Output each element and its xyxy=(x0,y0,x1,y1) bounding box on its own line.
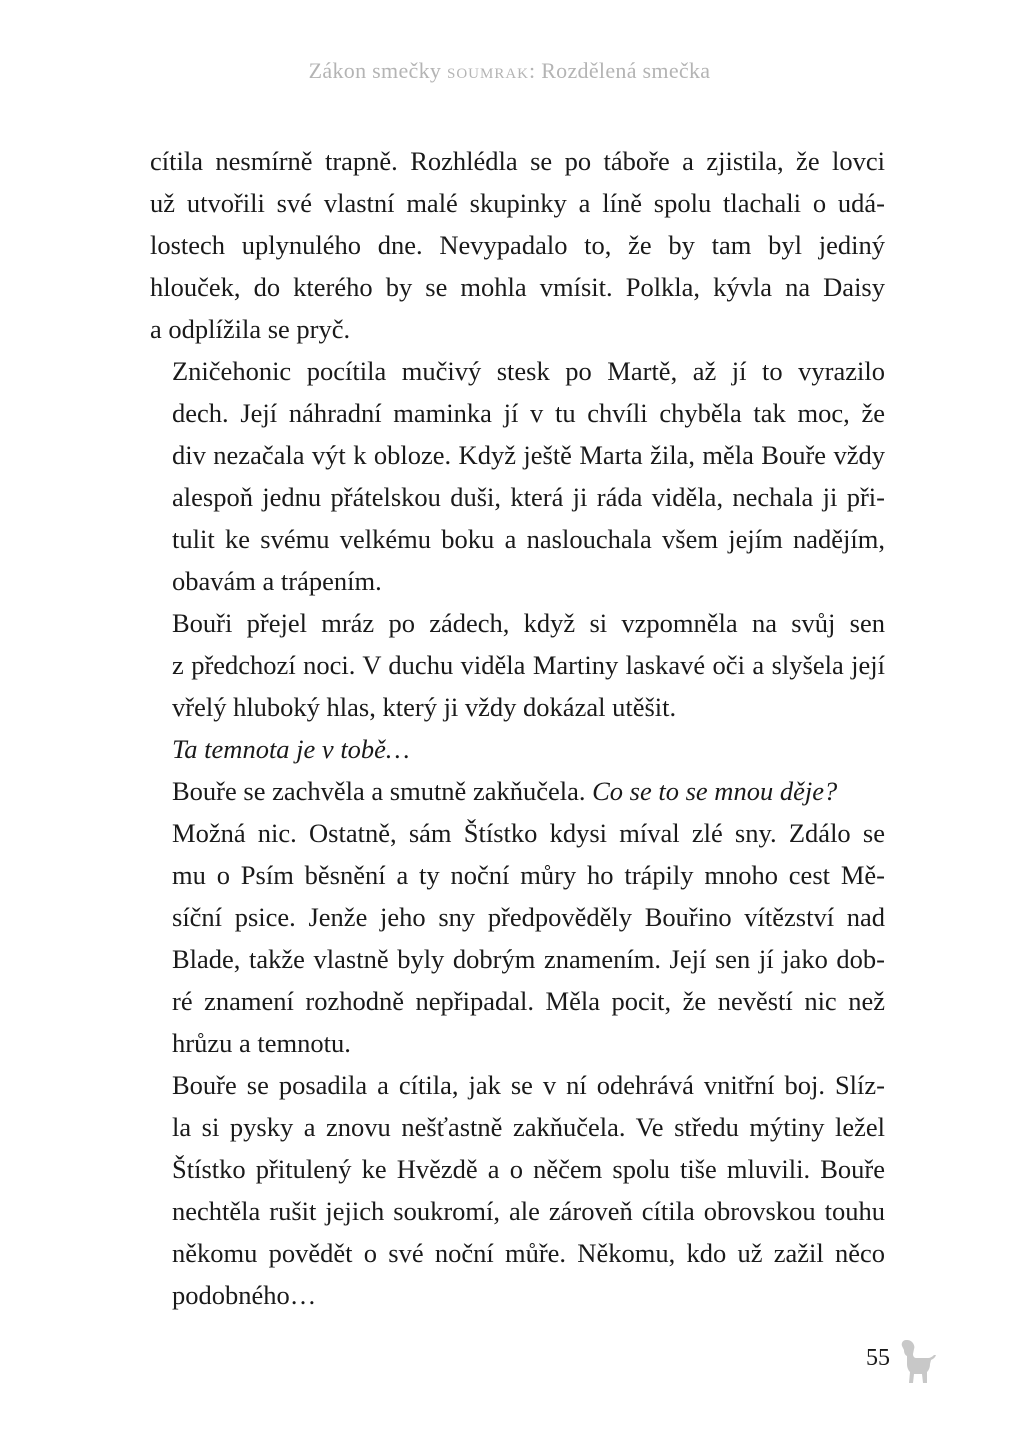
italic-phrase: Co se to se mnou děje? xyxy=(592,776,838,806)
text-line: podobného… xyxy=(172,1280,317,1310)
running-head-title: Zákon smečky xyxy=(308,58,447,83)
text-line: Blade, takže vlastně byly dobrým znamením. Její sen jí jako dob- xyxy=(172,944,885,974)
italic-line: Ta temnota je v tobě… xyxy=(172,734,410,764)
text-line: obavám a trápením. xyxy=(172,566,382,596)
paragraph-6 xyxy=(150,812,885,1064)
paragraph-1 xyxy=(150,140,885,350)
text-line: lostech uplynulého dne. Nevypadalo to, že by tam byl jediný xyxy=(150,230,885,260)
running-head-series: soumrak xyxy=(446,58,529,83)
dog-icon xyxy=(898,1336,938,1386)
text-line: Štístko přitulený ke Hvězdě a o něčem spolu tiše mluvili. Bouře xyxy=(172,1154,885,1184)
text-line: už utvořili své vlastní malé skupinky a líně spolu tlachali o udá- xyxy=(150,188,885,218)
text-line: vřelý hluboký hlas, který ji vždy dokázal utěšit. xyxy=(172,692,677,722)
paragraph-7 xyxy=(150,1064,885,1316)
text-line: alespoň jednu přátelskou duši, která ji ráda viděla, nechala ji při- xyxy=(172,482,885,512)
text-line: div nezačala výt k obloze. Když ještě Marta žila, měla Bouře vždy xyxy=(172,440,885,470)
text-line: a odplížila se pryč. xyxy=(150,314,351,344)
text-line: z předchozí noci. V duchu viděla Martiny laskavé oči a slyšela její xyxy=(172,650,885,680)
page-number: 55 xyxy=(866,1345,890,1371)
text-line: mu o Psím běsnění a ty noční můry ho trápily mnoho cest Mě- xyxy=(172,860,885,890)
paragraph-4 xyxy=(150,728,885,770)
text-line: Zničehonic pocítila mučivý stesk po Martě, až jí to vyrazilo xyxy=(172,356,885,386)
running-head-subtitle: : Rozdělená smečka xyxy=(529,58,711,83)
text-line: Možná nic. Ostatně, sám Štístko kdysi míval zlé sny. Zdálo se xyxy=(172,818,885,848)
page-body xyxy=(150,140,885,1316)
text-line: ré znamení rozhodně nepřipadal. Měla pocit, že nevěstí nic než xyxy=(172,986,885,1016)
text-line: hlouček, do kterého by se mohla vmísit. Polkla, kývla na Daisy xyxy=(150,272,885,302)
text-line: Bouře se posadila a cítila, jak se v ní odehrává vnitřní boj. Slíz- xyxy=(172,1070,885,1100)
paragraph-2 xyxy=(150,350,885,602)
text-line: Bouři přejel mráz po zádech, když si vzpomněla na svůj sen xyxy=(172,608,885,638)
text-line: cítila nesmírně trapně. Rozhlédla se po táboře a zjistila, že lovci xyxy=(150,146,885,176)
paragraph-5 xyxy=(150,770,885,812)
text-line: hrůzu a temnotu. xyxy=(172,1028,351,1058)
text-line: někomu povědět o své noční můře. Někomu, kdo už zažil něco xyxy=(172,1238,885,1268)
text-line: síční psice. Jenže jeho sny předpověděly Bouřino vítězství nad xyxy=(172,902,885,932)
text-line: tulit ke svému velkému boku a naslouchala všem jejím nadějím, xyxy=(172,524,885,554)
text-line: dech. Její náhradní maminka jí v tu chvíli chyběla tak moc, že xyxy=(172,398,885,428)
text-line: la si pysky a znovu nešťastně zakňučela. Ve středu mýtiny ležel xyxy=(172,1112,885,1142)
text-line: Bouře se zachvěla a smutně zakňučela. xyxy=(172,776,593,806)
running-head xyxy=(0,58,1019,84)
text-line: nechtěla rušit jejich soukromí, ale zároveň cítila obrovskou touhu xyxy=(172,1196,885,1226)
paragraph-3 xyxy=(150,602,885,728)
